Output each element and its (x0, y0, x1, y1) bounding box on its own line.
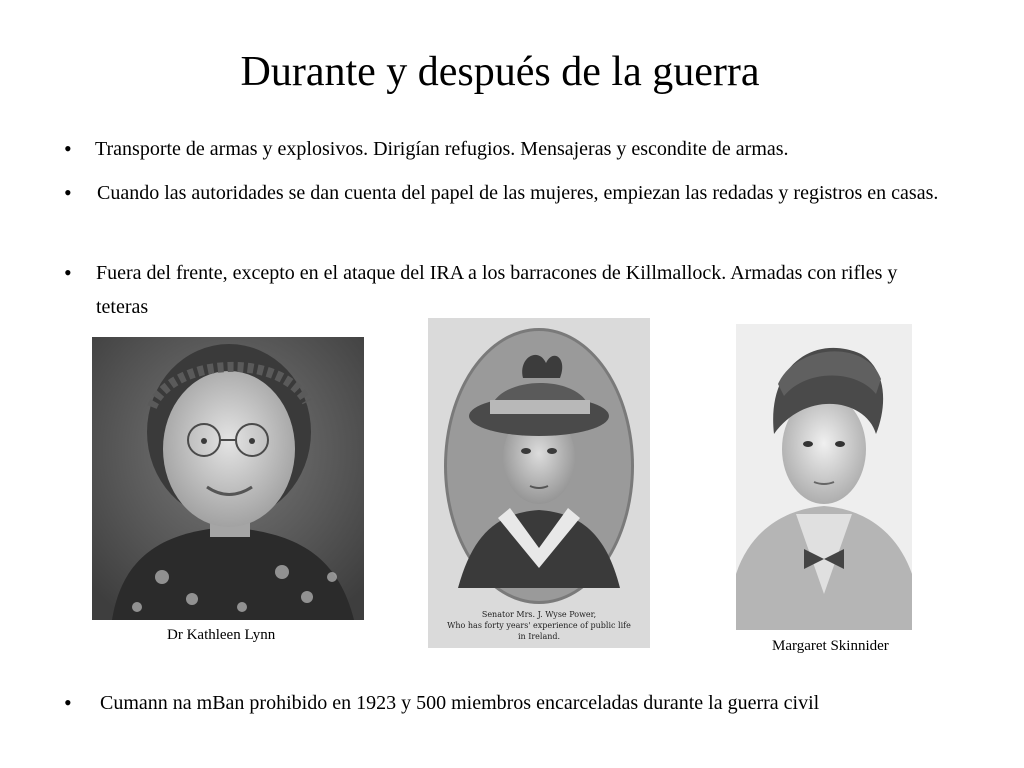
bullet-item-2 (64, 176, 944, 210)
bullet-icon: • (64, 180, 72, 205)
portrait-image (92, 337, 364, 620)
portrait-photo-kathleen-lynn (92, 337, 364, 620)
bullet-icon: • (64, 260, 72, 285)
bullet-item-4 (64, 686, 964, 720)
portrait-image (736, 324, 912, 630)
bullet-icon: • (64, 690, 72, 715)
photo-inscription-line: Who has forty years' experience of public life (447, 621, 631, 630)
bullet-text: Fuera del frente, excepto en el ataque del IRA a los barracones de Killmallock. Armadas con rifles y teteras (96, 262, 898, 318)
slide-title: Durante y después de la guerra (240, 49, 760, 95)
bullet-text: Transporte de armas y explosivos. Dirigían refugios. Mensajeras y escondite de armas. (95, 138, 789, 160)
bullet-item-3 (64, 256, 944, 324)
bullet-text: Cuando las autoridades se dan cuenta del papel de las mujeres, empiezan las redadas y registros en casas. (97, 182, 939, 204)
bullet-item-1 (64, 132, 964, 166)
portrait-photo-margaret-skinnider (736, 324, 912, 630)
bullet-text: Cumann na mBan prohibido en 1923 y 500 miembros encarceladas durante la guerra civil (100, 692, 820, 714)
photo-inscription-line: Senator Mrs. J. Wyse Power, (481, 610, 597, 619)
portrait-photo-wyse-power (428, 318, 650, 648)
portrait-image (428, 318, 650, 648)
photo-inscription-line: in Ireland. (517, 632, 561, 641)
caption-margaret-skinnider: Margaret Skinnider (772, 638, 889, 654)
bullet-icon: • (64, 136, 72, 161)
caption-kathleen-lynn: Dr Kathleen Lynn (167, 627, 276, 643)
